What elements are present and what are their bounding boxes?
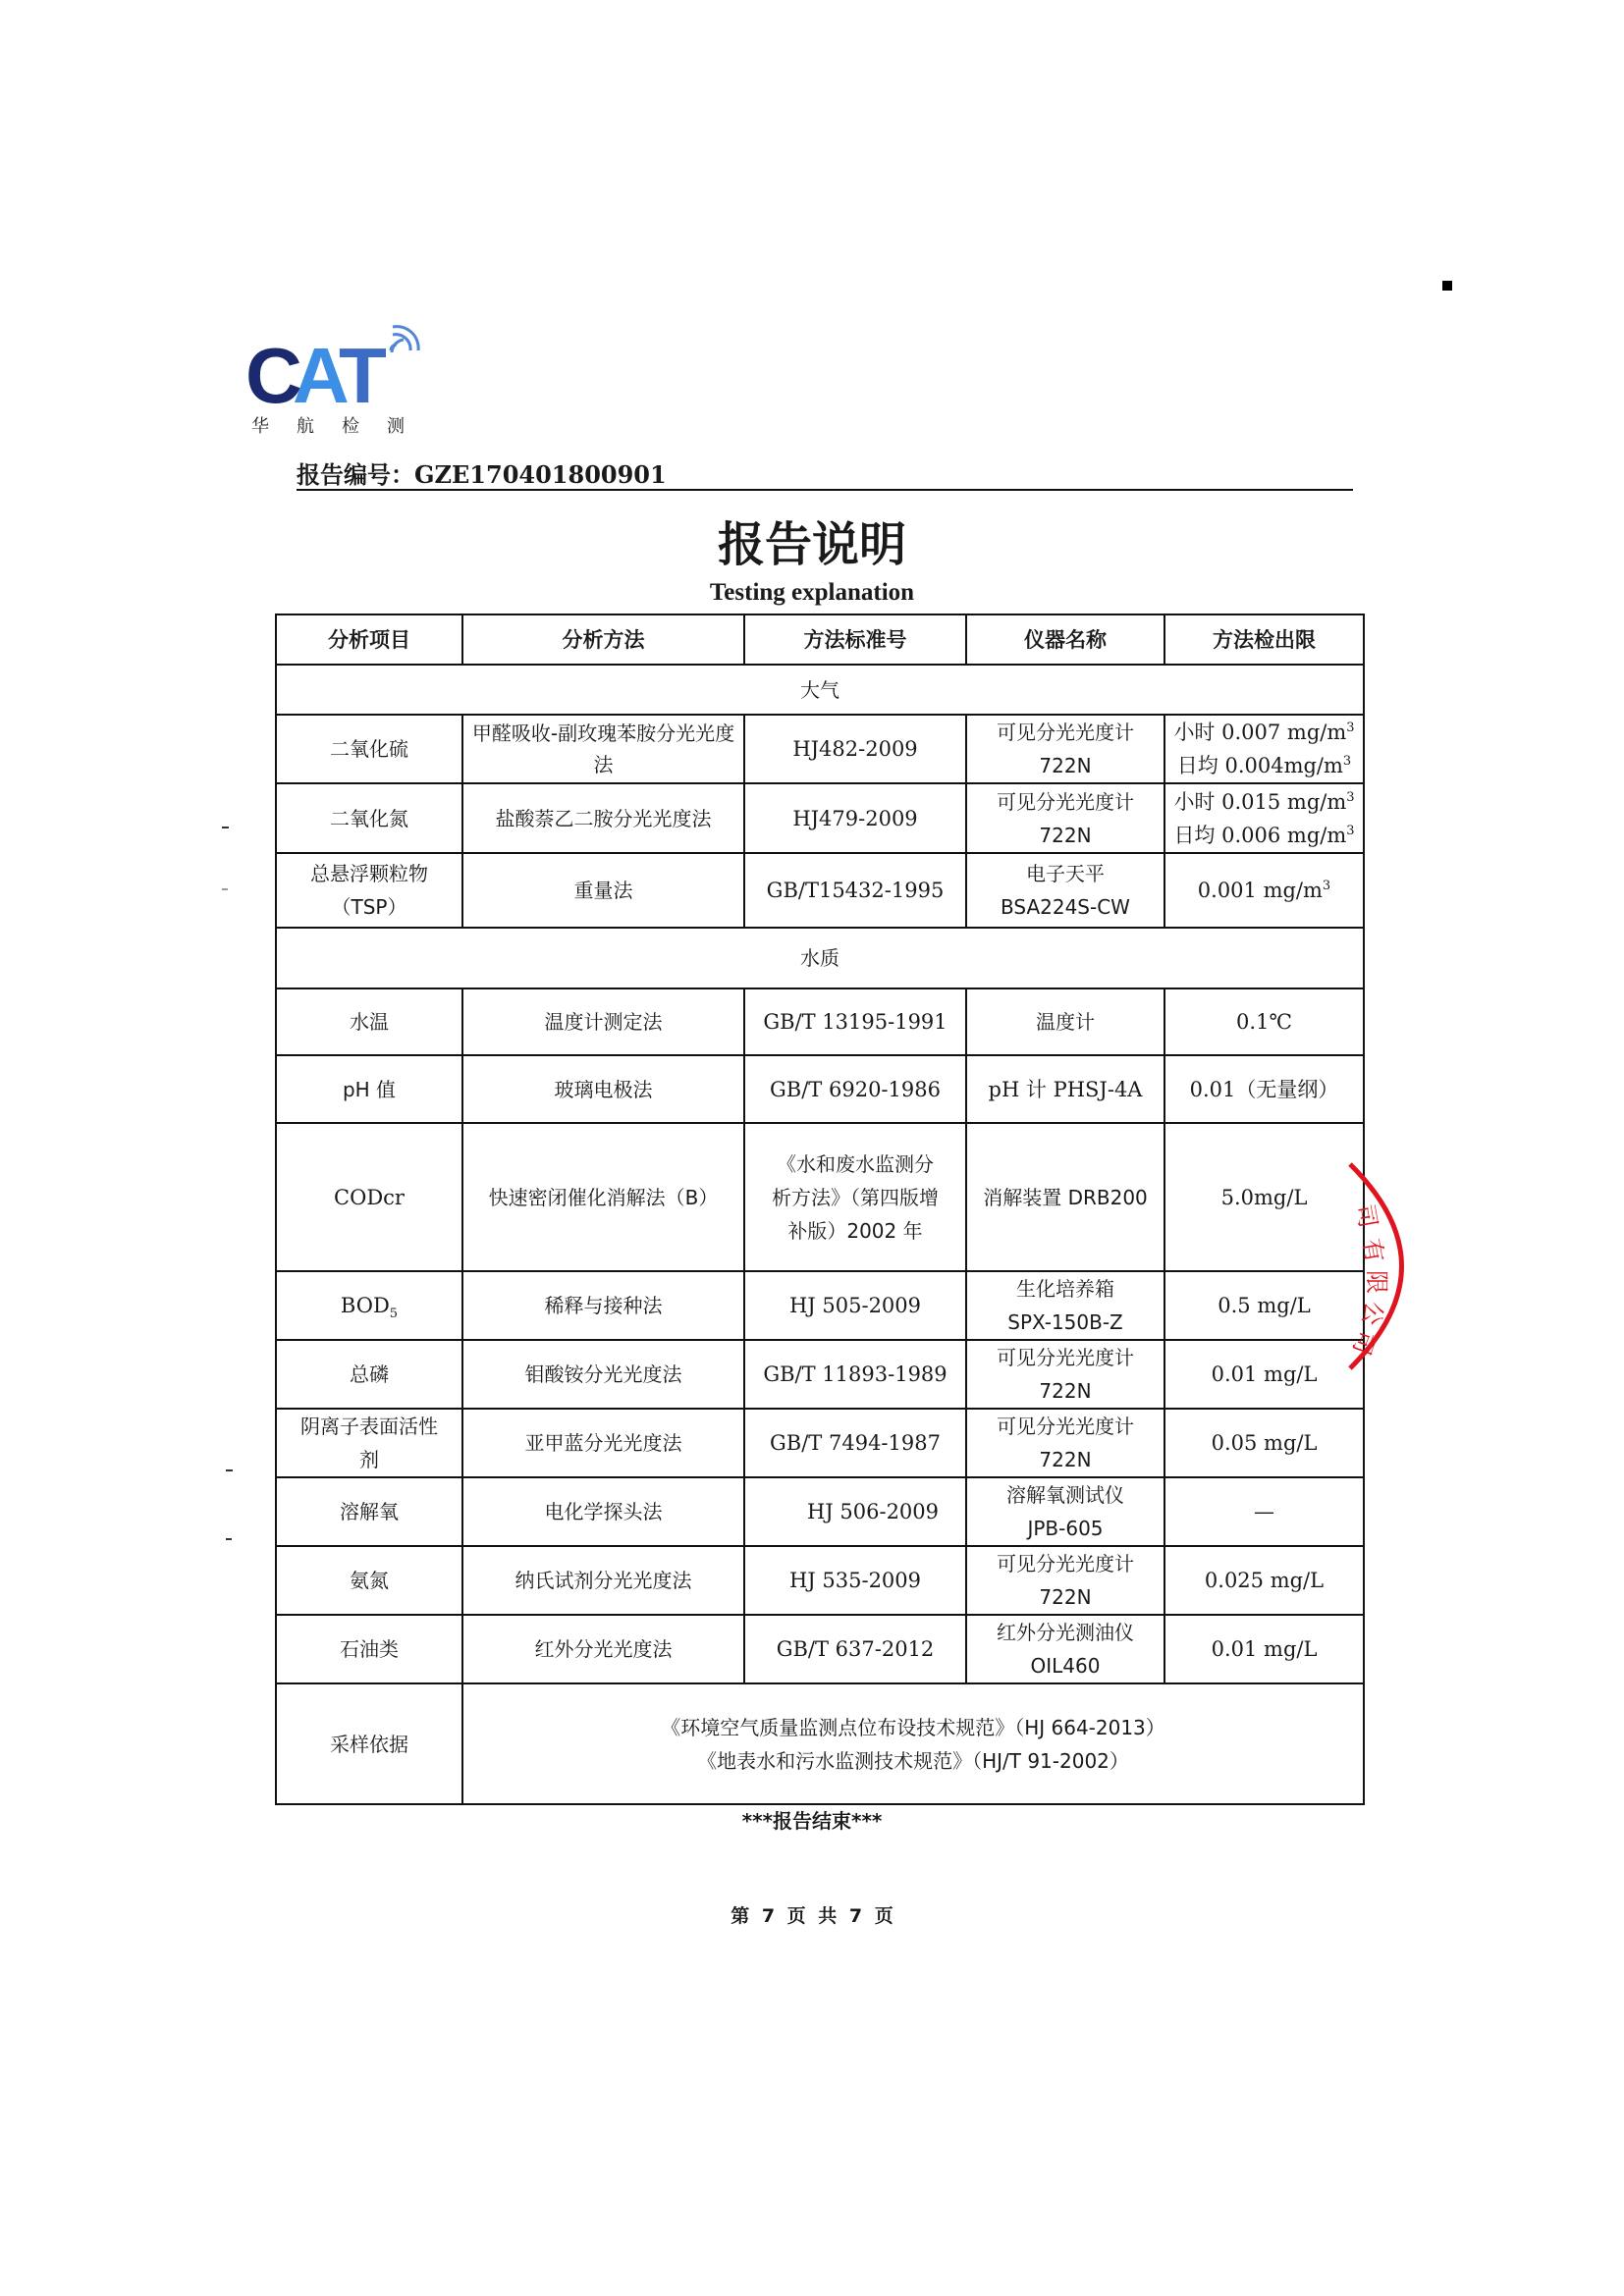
instrument-line: 722N	[1039, 754, 1092, 777]
cell-instrument	[966, 715, 1164, 783]
report-number	[297, 461, 1353, 491]
unit-superscript: 3	[1346, 789, 1355, 805]
table-row	[276, 988, 1364, 1055]
unit-superscript: 3	[1322, 879, 1331, 893]
cell-method: 稀释与接种法	[462, 1271, 744, 1340]
cell-item: 氨氮	[276, 1546, 462, 1615]
cell-standard: HJ 506-2009	[744, 1477, 966, 1546]
table-row	[276, 1477, 1364, 1546]
table-row	[276, 1271, 1364, 1340]
item-text: BOD	[340, 1294, 390, 1317]
instrument-line: 722N	[1039, 823, 1092, 847]
instrument-line: 可见分光光度计	[997, 789, 1134, 814]
svg-text:公: 公	[1356, 1299, 1388, 1328]
section-label: 大气	[276, 665, 1364, 715]
cell-item	[276, 853, 462, 928]
svg-text:有: 有	[1357, 1236, 1389, 1265]
cell-standard: GB/T 7494-1987	[744, 1409, 966, 1477]
table-row	[276, 1340, 1364, 1409]
item-line: 剂	[359, 1448, 379, 1471]
limit-line: 日均 0.004mg/m	[1176, 754, 1343, 777]
section-row-air	[276, 665, 1364, 715]
standard-line: 补版）2002 年	[787, 1218, 923, 1243]
sampling-standard-line: 《环境空气质量监测点位布设技术规范》（HJ 664-2013）	[661, 1715, 1165, 1739]
cell-instrument: pH 计 PHSJ-4A	[966, 1055, 1164, 1123]
table-row	[276, 783, 1364, 853]
instrument-line: 红外分光测油仪	[997, 1621, 1134, 1644]
col-header-method: 分析方法	[462, 614, 744, 665]
sampling-basis-cell	[462, 1683, 1364, 1804]
cell-instrument	[966, 1340, 1164, 1409]
table-header-row	[276, 614, 1364, 665]
table-row	[276, 715, 1364, 783]
item-line: 总悬浮颗粒物	[310, 862, 428, 885]
table-row	[276, 1409, 1364, 1477]
instrument-line: 电子天平	[1026, 862, 1105, 885]
cell-instrument	[966, 1477, 1164, 1546]
cell-limit: 5.0mg/L	[1164, 1123, 1364, 1271]
cell-method: 电化学探头法	[462, 1477, 744, 1546]
cell-instrument	[966, 853, 1164, 928]
cell-instrument: 温度计	[966, 988, 1164, 1055]
scan-speck	[222, 888, 228, 890]
cell-item: 石油类	[276, 1615, 462, 1683]
cell-instrument	[966, 1271, 1164, 1340]
cell-method	[462, 715, 744, 783]
cell-instrument	[966, 1615, 1164, 1683]
instrument-line: 生化培养箱	[1016, 1277, 1114, 1301]
col-header-standard: 方法标准号	[744, 614, 966, 665]
standard-line: 析方法》（第四版增	[772, 1185, 939, 1209]
page-title: 报告说明	[717, 517, 906, 572]
cell-item: 水温	[276, 988, 462, 1055]
cell-limit: 0.05 mg/L	[1164, 1409, 1364, 1477]
instrument-line: 可见分光光度计	[997, 1346, 1134, 1369]
instrument-line: 可见分光光度计	[997, 1415, 1134, 1438]
cell-limit	[1164, 715, 1364, 783]
cell-method: 钼酸铵分光光度法	[462, 1340, 744, 1409]
limit-line: 小时 0.007 mg/m	[1173, 721, 1347, 744]
limit-line: 日均 0.006 mg/m	[1173, 823, 1347, 847]
item-subscript: 5	[389, 1307, 399, 1322]
unit-superscript: 3	[1346, 721, 1355, 735]
cell-method: 红外分光光度法	[462, 1615, 744, 1683]
instrument-line: JPB-605	[1027, 1517, 1104, 1540]
cell-limit: 0.025 mg/L	[1164, 1546, 1364, 1615]
logo-letter-a: A	[293, 332, 350, 419]
unit-superscript: 3	[1342, 754, 1352, 769]
cell-method: 盐酸萘乙二胺分光光度法	[462, 783, 744, 853]
instrument-line: SPX-150B-Z	[1007, 1310, 1123, 1334]
report-end-mark: ***报告结束***	[741, 1809, 883, 1833]
company-logo	[245, 319, 432, 442]
logo-letter-c: C	[245, 332, 302, 419]
col-header-item: 分析项目	[276, 614, 462, 665]
instrument-line: BSA224S-CW	[1001, 895, 1130, 919]
sampling-basis-row	[276, 1683, 1364, 1804]
unit-superscript: 3	[1346, 823, 1355, 838]
scan-speck	[226, 1538, 232, 1540]
cell-instrument	[966, 1546, 1164, 1615]
cell-standard: GB/T 13195-1991	[744, 988, 966, 1055]
svg-text:限: 限	[1363, 1270, 1390, 1294]
method-text: 甲醛吸收-副玫瑰苯胺分光光度法	[471, 721, 735, 776]
cell-item: 采样依据	[276, 1683, 462, 1804]
svg-text:司: 司	[1347, 1326, 1381, 1359]
cell-standard: HJ 535-2009	[744, 1546, 966, 1615]
cell-standard	[744, 1123, 966, 1271]
item-line: （TSP）	[331, 895, 407, 919]
cell-standard: HJ482-2009	[744, 715, 966, 783]
cell-item: CODcr	[276, 1123, 462, 1271]
cell-limit: 0.01（无量纲）	[1164, 1055, 1364, 1123]
cell-item: 溶解氧	[276, 1477, 462, 1546]
cell-standard: GB/T 6920-1986	[744, 1055, 966, 1123]
testing-explanation-table	[275, 614, 1365, 1805]
limit-line: 0.001 mg/m	[1197, 879, 1323, 902]
cell-item: 二氧化氮	[276, 783, 462, 853]
corner-mark	[1442, 281, 1452, 291]
col-header-limit: 方法检出限	[1164, 614, 1364, 665]
cell-method: 重量法	[462, 853, 744, 928]
cell-method: 纳氏试剂分光光度法	[462, 1546, 744, 1615]
cell-limit: 0.01 mg/L	[1164, 1340, 1364, 1409]
cell-method: 温度计测定法	[462, 988, 744, 1055]
cell-method: 快速密闭催化消解法（B）	[462, 1123, 744, 1271]
cell-limit: 0.1℃	[1164, 988, 1364, 1055]
cell-instrument	[966, 1409, 1164, 1477]
cell-instrument: 消解装置 DRB200	[966, 1123, 1164, 1271]
logo-letter-t: T	[339, 332, 387, 419]
instrument-line: 722N	[1039, 1379, 1092, 1403]
cell-method: 玻璃电极法	[462, 1055, 744, 1123]
cell-limit: —	[1164, 1477, 1364, 1546]
page-number: 第 7 页 共 7 页	[731, 1905, 893, 1927]
limit-line: 小时 0.015 mg/m	[1173, 789, 1347, 814]
cell-item: 总磷	[276, 1340, 462, 1409]
scan-speck	[222, 827, 229, 828]
section-label: 水质	[276, 928, 1364, 988]
cell-standard: GB/T 637-2012	[744, 1615, 966, 1683]
cell-item: 二氧化硫	[276, 715, 462, 783]
cell-limit	[1164, 853, 1364, 928]
instrument-line: 可见分光光度计	[997, 1552, 1134, 1575]
col-header-instrument: 仪器名称	[966, 614, 1164, 665]
report-number-text: 报告编号：GZE170401800901	[297, 460, 667, 489]
sampling-standard-line: 《地表水和污水监测技术规范》（HJ/T 91-2002）	[697, 1748, 1129, 1773]
cell-instrument	[966, 783, 1164, 853]
cell-item	[276, 1271, 462, 1340]
cell-limit	[1164, 783, 1364, 853]
cell-standard: HJ479-2009	[744, 783, 966, 853]
cell-item	[276, 1409, 462, 1477]
logo-chinese-name: 华航检测	[251, 416, 432, 437]
instrument-line: OIL460	[1030, 1654, 1101, 1678]
item-line: 阴离子表面活性	[300, 1415, 438, 1438]
scan-speck	[226, 1469, 233, 1471]
instrument-line: 可见分光光度计	[997, 721, 1134, 744]
page-subtitle: Testing explanation	[709, 579, 915, 606]
table-row	[276, 1055, 1364, 1123]
svg-text:司: 司	[1350, 1201, 1382, 1231]
cell-limit: 0.01 mg/L	[1164, 1615, 1364, 1683]
instrument-line: 722N	[1039, 1585, 1092, 1609]
table-row	[276, 1615, 1364, 1683]
cell-item: pH 值	[276, 1055, 462, 1123]
cell-method: 亚甲蓝分光光度法	[462, 1409, 744, 1477]
table-row	[276, 1123, 1364, 1271]
instrument-line: 722N	[1039, 1448, 1092, 1471]
section-row-water	[276, 928, 1364, 988]
cell-standard: GB/T15432-1995	[744, 853, 966, 928]
instrument-line: 溶解氧测试仪	[1006, 1483, 1124, 1507]
table-row	[276, 1546, 1364, 1615]
cell-standard: GB/T 11893-1989	[744, 1340, 966, 1409]
signal-waves-icon	[389, 325, 420, 352]
standard-line: 《水和废水监测分	[777, 1151, 934, 1176]
cell-standard: HJ 505-2009	[744, 1271, 966, 1340]
cell-limit: 0.5 mg/L	[1164, 1271, 1364, 1340]
table-row	[276, 853, 1364, 928]
